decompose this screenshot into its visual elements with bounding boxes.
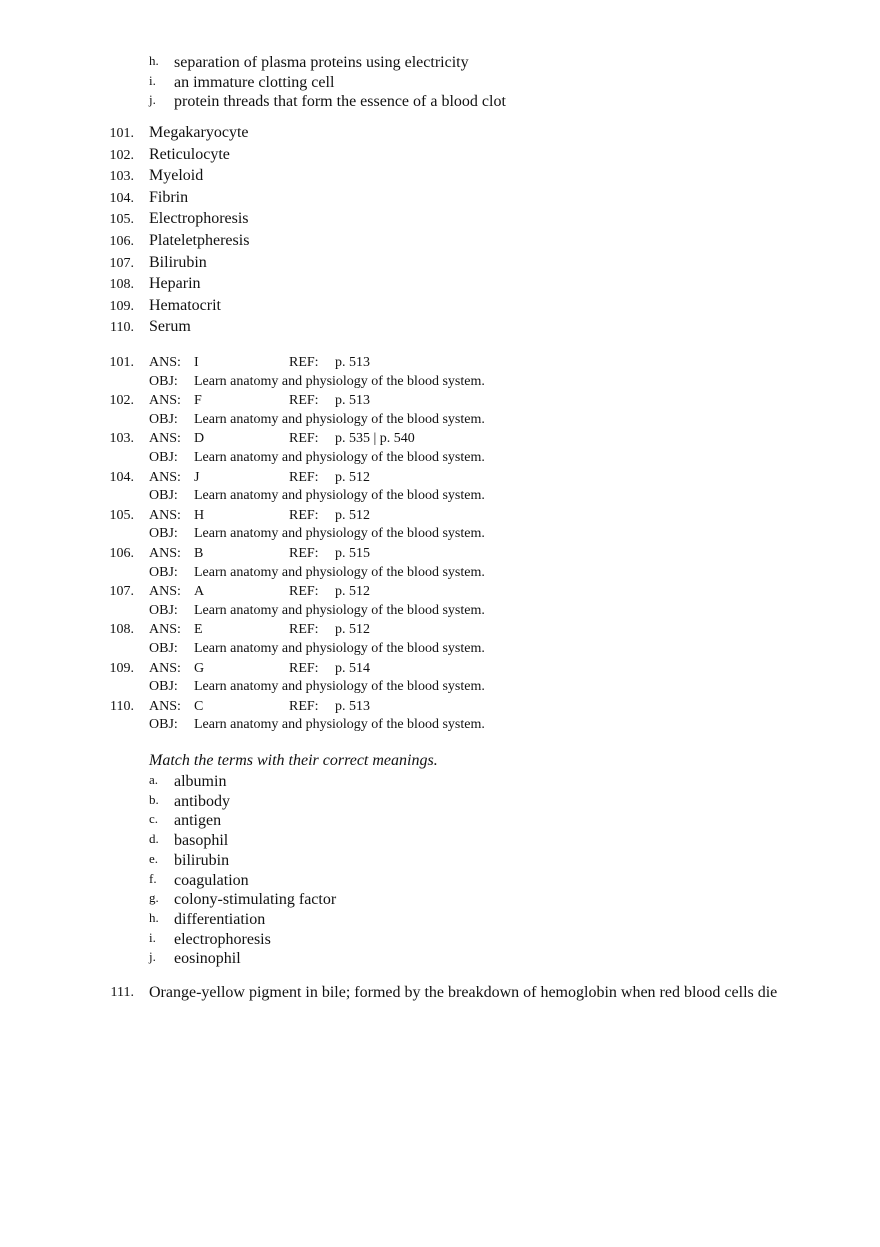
ref-value: p. 512: [335, 584, 370, 600]
ref-label: REF:: [289, 622, 319, 638]
option-text: basophil: [174, 832, 229, 850]
answer-number: 101.: [109, 355, 134, 370]
ans-value: E: [194, 622, 203, 638]
term-number: 108.: [109, 277, 134, 293]
ref-label: REF:: [289, 393, 319, 409]
term-number: 104.: [109, 190, 134, 206]
term-text: Serum: [149, 318, 191, 336]
option-text: colony-stimulating factor: [174, 891, 337, 909]
obj-value: Learn anatomy and physiology of the blood system.: [194, 488, 485, 504]
ref-label: REF:: [289, 660, 319, 676]
ref-value: p. 512: [335, 622, 370, 638]
obj-label: OBJ:: [149, 488, 178, 504]
option-text: differentiation: [174, 910, 266, 928]
option-letter: j.: [149, 92, 156, 107]
obj-label: OBJ:: [149, 679, 178, 695]
option-letter: e.: [149, 850, 159, 866]
obj-label: OBJ:: [149, 602, 178, 618]
obj-value: Learn anatomy and physiology of the blood system.: [194, 602, 485, 618]
obj-value: Learn anatomy and physiology of the blood system.: [194, 640, 485, 656]
obj-value: Learn anatomy and physiology of the blood system.: [194, 679, 485, 695]
ans-value: A: [194, 584, 205, 600]
ans-value: D: [194, 431, 205, 447]
term-text: Bilirubin: [149, 253, 207, 271]
term-number: 101.: [109, 126, 134, 141]
ans-value: G: [194, 660, 205, 676]
option-text: electrophoresis: [174, 930, 271, 948]
option-letter: h.: [149, 909, 159, 925]
ans-label: ANS:: [149, 546, 181, 561]
option-text: bilirubin: [174, 851, 230, 869]
ref-value: p. 513: [335, 355, 370, 370]
option-letter: b.: [149, 791, 159, 807]
term-number: 105.: [109, 212, 134, 228]
ans-label: ANS:: [149, 355, 181, 370]
ref-label: REF:: [289, 698, 319, 714]
ans-value: I: [194, 355, 199, 370]
option-text: separation of plasma proteins using electricity: [174, 54, 469, 71]
term-text: Reticulocyte: [149, 145, 230, 163]
question-number: 111.: [110, 985, 134, 1000]
ref-value: p. 514: [335, 660, 370, 676]
ref-value: p. 513: [335, 393, 370, 409]
option-text: eosinophil: [174, 950, 241, 968]
answer-number: 105.: [109, 507, 134, 523]
answer-number: 102.: [109, 393, 134, 409]
option-text: antigen: [174, 812, 222, 830]
option-text: albumin: [174, 773, 227, 790]
answer-number: 110.: [110, 698, 134, 714]
instruction: Match the terms with their correct meanings.: [149, 752, 438, 769]
option-letter: c.: [149, 811, 159, 827]
question-text: Orange-yellow pigment in bile; formed by the breakdown of hemoglobin when red blood cells die: [149, 984, 778, 1001]
ref-label: REF:: [289, 355, 319, 370]
term-number: 110.: [110, 320, 134, 336]
ans-label: ANS:: [149, 469, 181, 485]
option-letter: g.: [149, 890, 159, 906]
ref-label: REF:: [289, 584, 319, 600]
ref-label: REF:: [289, 546, 319, 561]
obj-value: Learn anatomy and physiology of the blood system.: [194, 373, 485, 389]
answer-number: 103.: [109, 431, 134, 447]
obj-label: OBJ:: [149, 640, 178, 656]
answer-number: 107.: [109, 584, 134, 600]
obj-value: Learn anatomy and physiology of the blood system.: [194, 564, 485, 580]
term-text: Myeloid: [149, 167, 204, 185]
ans-value: C: [194, 698, 204, 714]
ans-label: ANS:: [149, 431, 181, 447]
obj-value: Learn anatomy and physiology of the blood system.: [194, 411, 485, 427]
obj-value: Learn anatomy and physiology of the blood system.: [194, 449, 485, 465]
obj-label: OBJ:: [149, 411, 178, 427]
answer-number: 106.: [109, 546, 134, 561]
ans-label: ANS:: [149, 507, 181, 523]
obj-value: Learn anatomy and physiology of the blood system.: [194, 717, 485, 733]
ans-label: ANS:: [149, 393, 181, 409]
ref-value: p. 535 | p. 540: [335, 431, 415, 447]
option-text: antibody: [174, 792, 230, 810]
term-text: Hematocrit: [149, 296, 221, 314]
ans-value: H: [194, 507, 205, 523]
ref-value: p. 513: [335, 698, 370, 714]
ans-value: J: [194, 469, 200, 485]
obj-label: OBJ:: [149, 564, 178, 580]
term-text: Electrophoresis: [149, 210, 249, 228]
option-letter: i.: [149, 72, 156, 88]
term-text: Plateletpheresis: [149, 232, 250, 249]
answer-number: 108.: [109, 622, 134, 638]
ans-value: B: [194, 546, 204, 561]
answer-number: 109.: [109, 660, 134, 676]
term-number: 109.: [109, 298, 134, 314]
obj-label: OBJ:: [149, 449, 178, 465]
option-letter: i.: [149, 929, 156, 945]
term-number: 107.: [109, 255, 134, 271]
obj-label: OBJ:: [149, 526, 178, 542]
ref-value: p. 512: [335, 469, 370, 485]
ref-label: REF:: [289, 469, 319, 485]
option-letter: j.: [149, 949, 156, 965]
option-text: protein threads that form the essence of a blood clot: [174, 93, 506, 110]
ref-label: REF:: [289, 431, 319, 447]
obj-label: OBJ:: [149, 717, 178, 733]
ref-value: p. 512: [335, 507, 370, 523]
option-letter: h.: [149, 53, 159, 68]
option-letter: d.: [149, 831, 159, 847]
ref-value: p. 515: [335, 546, 370, 561]
term-number: 106.: [109, 234, 134, 249]
ans-label: ANS:: [149, 584, 181, 600]
term-text: Fibrin: [149, 188, 189, 206]
option-letter: f.: [149, 870, 157, 886]
option-letter: a.: [149, 772, 159, 787]
term-text: Heparin: [149, 275, 201, 293]
ans-label: ANS:: [149, 660, 181, 676]
answer-number: 104.: [109, 469, 134, 485]
obj-label: OBJ:: [149, 373, 178, 389]
term-number: 102.: [109, 147, 134, 163]
ref-label: REF:: [289, 507, 319, 523]
option-text: coagulation: [174, 871, 249, 889]
ans-label: ANS:: [149, 622, 181, 638]
option-text: an immature clotting cell: [174, 73, 335, 91]
ans-label: ANS:: [149, 698, 181, 714]
term-text: Megakaryocyte: [149, 124, 249, 141]
term-number: 103.: [109, 169, 134, 185]
obj-value: Learn anatomy and physiology of the blood system.: [194, 526, 485, 542]
ans-value: F: [194, 393, 202, 409]
